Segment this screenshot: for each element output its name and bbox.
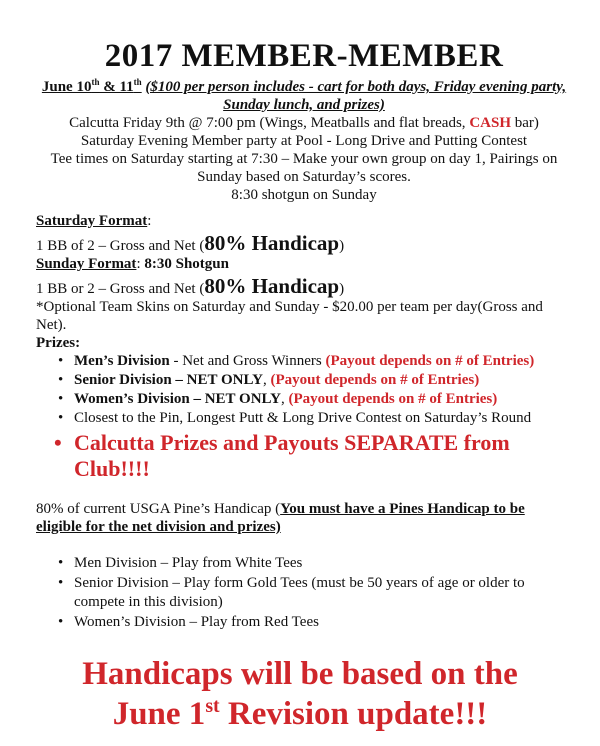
prizes-list: [36, 352, 572, 482]
tee-times-line: Tee times on Saturday starting at 7:30 – Make your own group on day 1, Pairings on Sunday based on Saturday’s scores.: [50, 151, 558, 185]
prizes-heading: Prizes:: [36, 335, 81, 351]
sunday-format-text: 1 BB or 2 – Gross and Net (80% Handicap): [36, 274, 345, 298]
closest-contest-item: • Closest to the Pin, Longest Putt & Long Drive Contest on Saturday’s Round: [36, 409, 572, 428]
list-item: • Men’s Division - Net and Gross Winners (Payout depends on # of Entries): [36, 352, 572, 371]
list-item: • Senior Division – NET ONLY, (Payout depends on # of Entries): [36, 371, 572, 390]
page-title: 2017 MEMBER-MEMBER: [104, 38, 504, 74]
team-skins-text: *Optional Team Skins on Saturday and Sunday - $20.00 per team per day(Gross and Net).: [36, 299, 543, 333]
shotgun-line: 8:30 shotgun on Sunday: [231, 187, 377, 203]
cash-label: CASH: [469, 115, 511, 131]
saturday-format-text: 1 BB of 2 – Gross and Net (80% Handicap): [36, 231, 345, 255]
party-line: Saturday Evening Member party at Pool - Long Drive and Putting Contest: [80, 133, 528, 149]
sunday-format-heading: Sunday Format: 8:30 Shotgun: [36, 256, 229, 272]
usga-handicap-note: 80% of current USGA Pine’s Handicap (You must have a Pines Handicap to be eligible for the net division and prizes): [36, 501, 525, 535]
sunday-handicap: 80% Handicap: [204, 274, 340, 298]
list-item: • Men Division – Play from White Tees: [36, 554, 572, 573]
calcutta-line: Calcutta Friday 9th @ 7:00 pm (Wings, Meatballs and flat breads, CASH bar): [69, 115, 539, 131]
list-item: • Women’s Division – Play from Red Tees: [36, 613, 572, 632]
list-item: • Women’s Division – NET ONLY, (Payout depends on # of Entries): [36, 390, 572, 409]
handicap-revision-notice: Handicaps will be based on the June 1st Revision update!!!: [82, 656, 518, 732]
date-first: June 10: [41, 79, 92, 95]
event-dates: June 10th & 11th ($100 per person includes - cart for both days, Friday evening party, Sunday lunch, and prizes): [41, 77, 567, 113]
saturday-format-heading: Saturday Format:: [36, 213, 152, 229]
list-item: • Senior Division – Play form Gold Tees (must be 50 years of age or older to compete in this division): [36, 574, 572, 612]
date-second: & 11: [99, 79, 134, 95]
price-details: ($100 per person includes - cart for both days, Friday evening party, Sunday lunch, and prizes): [145, 79, 567, 113]
calcutta-notice: • Calcutta Prizes and Payouts SEPARATE from Club!!!!: [36, 430, 572, 482]
saturday-handicap: 80% Handicap: [204, 231, 340, 255]
tees-list: [36, 554, 572, 632]
